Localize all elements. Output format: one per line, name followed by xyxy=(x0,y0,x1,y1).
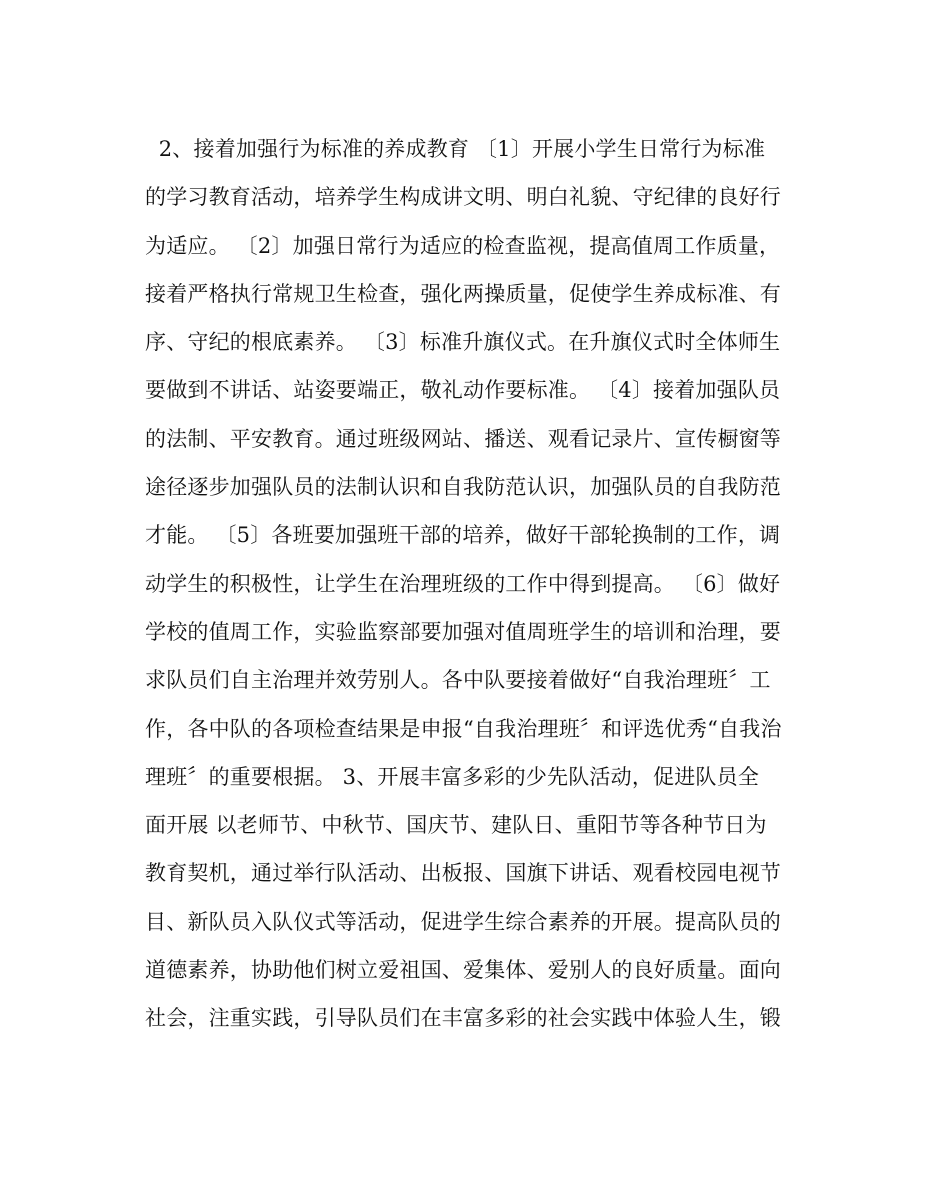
text-line: 社会，注重实践，引导队员们在丰富多彩的社会实践中体验人生，锻 xyxy=(145,1006,781,1031)
text-line: 道德素养，协助他们树立爱祖国、爱集体、爱别人的良好质量。面向 xyxy=(145,958,781,983)
text-line: 教育契机，通过举行队活动、出板报、国旗下讲话、观看校园电视节 xyxy=(145,861,781,886)
text-line: 目、新队员入队仪式等活动，促进学生综合素养的开展。提高队员的 xyxy=(145,909,781,934)
text-line: 面开展 以老师节、中秋节、国庆节、建队日、重阳节等各种节日为 xyxy=(145,813,767,838)
text-line: 才能。 〔5〕各班要加强班干部的培养，做好干部轮换制的工作，调 xyxy=(145,523,781,548)
text-line: 求队员们自主治理并效劳别人。各中队要接着做好“自我治理班〞工 xyxy=(145,668,771,693)
text-line: 序、守纪的根底素养。 〔3〕标准升旗仪式。在升旗仪式时全体师生 xyxy=(145,330,781,355)
text-line: 学校的值周工作，实验监察部要加强对值周班学生的培训和治理，要 xyxy=(145,619,781,644)
text-line: 的法制、平安教育。通过班级网站、播送、观看记录片、宣传橱窗等 xyxy=(145,426,781,451)
text-line: 接着严格执行常规卫生检查，强化两操质量，促使学生养成标准、有 xyxy=(145,281,781,306)
text-line: 理班〞的重要根据。 3、开展丰富多彩的少先队活动，促进队员全 xyxy=(145,764,760,789)
text-line: 要做到不讲话、站姿要端正，敬礼动作要标准。 〔4〕接着加强队员 xyxy=(145,378,781,403)
body-text xyxy=(145,125,815,1043)
text-line: 2、接着加强行为标准的养成教育 〔1〕开展小学生日常行为标准 xyxy=(145,137,766,161)
text-line: 为适应。 〔2〕加强日常行为适应的检查监视，提高值周工作质量， xyxy=(145,233,781,258)
text-line: 途径逐步加强队员的法制认识和自我防范认识，加强队员的自我防范 xyxy=(145,475,781,500)
text-line: 作，各中队的各项检查结果是申报“自我治理班〞和评选优秀“自我治 xyxy=(145,716,782,741)
text-line: 的学习教育活动，培养学生构成讲文明、明白礼貌、守纪律的良好行 xyxy=(145,185,781,210)
text-line: 动学生的积极性，让学生在治理班级的工作中得到提高。 〔6〕做好 xyxy=(145,571,781,596)
